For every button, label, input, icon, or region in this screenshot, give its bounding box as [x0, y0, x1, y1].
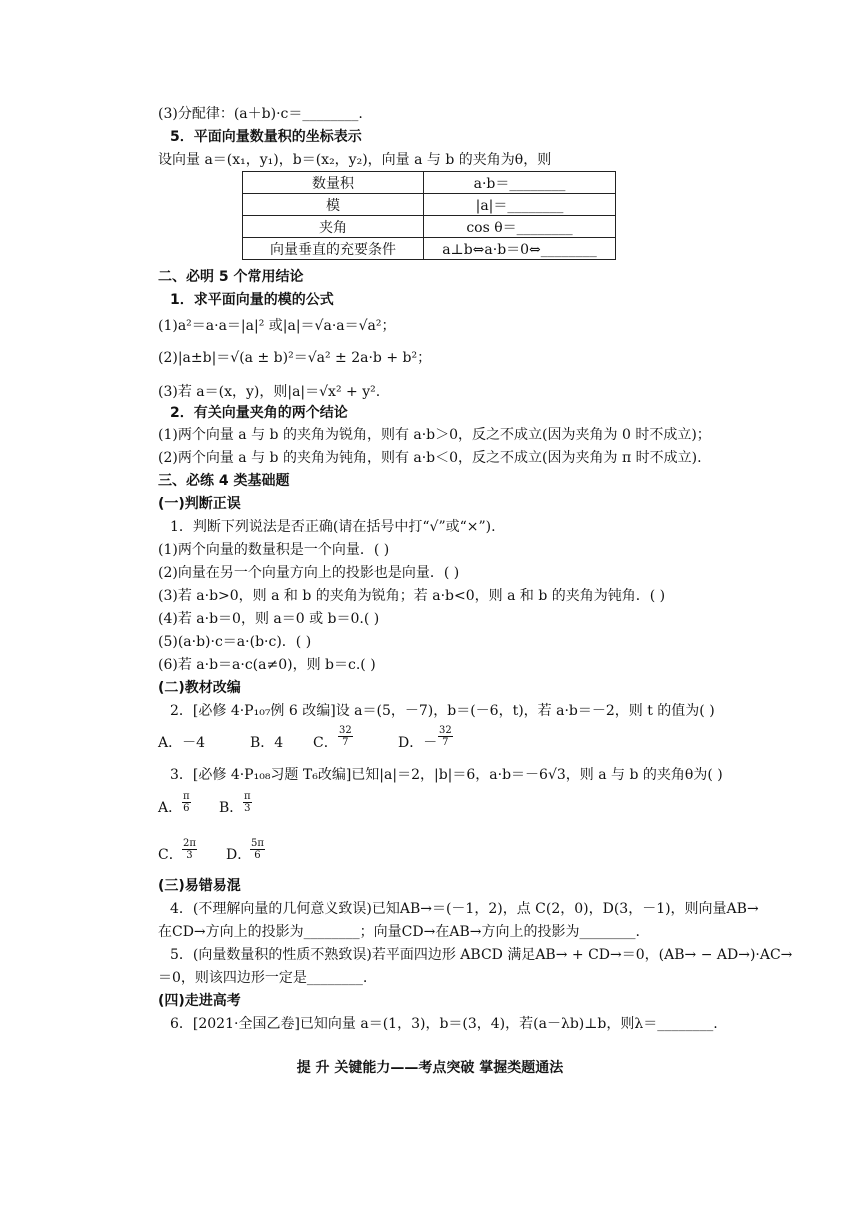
fraction-numerator: π: [244, 791, 251, 802]
table-row: [243, 194, 616, 216]
formula-line-2: (2)|a±b|＝√(a ± b)²＝√a² ± 2a·b + b²；: [158, 350, 432, 366]
angle-conclusion-1: (1)两个向量 a 与 b 的夹角为锐角，则有 a·b＞0，反之不成立(因为夹角为 0 时不成立)；: [158, 427, 711, 443]
fraction-denominator: 6: [254, 850, 261, 861]
distributive-law-line: (3)分配律：(a＋b)·c＝________.: [158, 106, 363, 122]
table-row: [243, 216, 616, 238]
fraction-numerator: 32: [339, 725, 352, 736]
q2-option-b: B．4: [250, 735, 284, 751]
table-cell-label: 夹角: [243, 216, 424, 238]
setup-line: 设向量 a＝(x₁，y₁)，b＝(x₂，y₂)，向量 a 与 b 的夹角为θ，则: [158, 152, 552, 168]
question-5-line-1: 5．(向量数量积的性质不熟致误)若平面四边形 ABCD 满足AB→ + CD→＝0，(AB→ − AD→)·AC→: [170, 947, 793, 963]
fraction-denominator: 7: [342, 737, 349, 748]
question-6-stem: 6．[2021·全国乙卷]已知向量 a＝(1，3)，b＝(3，4)，若(a－λb)⊥b，则λ＝________.: [170, 1016, 718, 1032]
fraction-denominator: 3: [244, 803, 251, 814]
subheading-exam: (四)走进高考: [158, 993, 241, 1009]
formula-line-3: (3)若 a＝(x，y)，则|a|＝√x² + y².: [158, 384, 381, 400]
fraction-numerator: 2π: [183, 838, 196, 849]
question-2-stem: 2．[必修 4·P₁₀₇例 6 改编]设 a＝(5，－7)，b＝(－6，t)，若 a·b＝－2，则 t 的值为( ): [170, 703, 715, 719]
coordinate-table: [242, 171, 616, 260]
fraction-numerator: 5π: [251, 838, 264, 849]
section-heading-conclusions: 二、必明 5 个常用结论: [158, 269, 304, 285]
subheading-error-prone: (三)易错易混: [158, 878, 241, 894]
angle-conclusion-2: (2)两个向量 a 与 b 的夹角为钝角，则有 a·b＜0，反之不成立(因为夹角为 π 时不成立).: [158, 450, 702, 466]
question-1-item-3: (3)若 a·b>0，则 a 和 b 的夹角为锐角；若 a·b<0，则 a 和 b 的夹角为钝角．( ): [158, 588, 666, 604]
q3-option-b-fraction: [243, 791, 252, 814]
q2-option-c-label: C．: [313, 735, 338, 751]
question-3-stem: 3．[必修 4·P₁₀₈习题 T₆改编]已知|a|＝2，|b|＝6，a·b＝－6√3，则 a 与 b 的夹角θ为( ): [170, 767, 723, 783]
subheading-true-false: (一)判断正误: [158, 496, 241, 512]
q3-option-c-fraction: [182, 838, 197, 861]
q2-option-c-fraction: [338, 725, 353, 748]
q3-option-b-label: B．: [219, 800, 244, 816]
table-cell-label: 向量垂直的充要条件: [243, 238, 424, 260]
fraction-numerator: π: [183, 791, 190, 802]
table-row: [243, 172, 616, 194]
fraction-numerator: 32: [439, 725, 452, 736]
q2-option-d-label: D．－: [398, 735, 438, 751]
question-4-line-2: 在CD→方向上的投影为________；向量CD→在AB→方向上的投影为________.: [158, 924, 640, 940]
q3-option-a-fraction: [182, 791, 191, 814]
q3-option-d-fraction: [250, 838, 265, 861]
table-cell-label: 模: [243, 194, 424, 216]
table-cell-value: a·b＝________: [424, 172, 616, 194]
formula-line-1: (1)a²＝a·a＝|a|² 或|a|＝√a·a＝√a²；: [158, 318, 396, 334]
table-row: [243, 238, 616, 260]
q3-option-d-label: D．: [226, 847, 252, 863]
subheading-angle: 2．有关向量夹角的两个结论: [170, 405, 348, 421]
fraction-denominator: 3: [186, 850, 193, 861]
table-cell-value: cos θ＝________: [424, 216, 616, 238]
subheading-textbook: (二)教材改编: [158, 680, 241, 696]
section-heading-coordinates: 5．平面向量数量积的坐标表示: [170, 129, 362, 145]
section-footer-heading: 提 升 关键能力——考点突破 掌握类题通法: [296, 1060, 564, 1076]
q2-option-a: A．－4: [158, 735, 206, 751]
question-4-line-1: 4．(不理解向量的几何意义致误)已知AB→＝(－1，2)，点 C(2，0)，D(3，－1)，则向量AB→: [170, 901, 759, 917]
table-cell-value: |a|＝________: [424, 194, 616, 216]
section-heading-exercises: 三、必练 4 类基础题: [158, 473, 290, 489]
q3-option-a-label: A．: [158, 800, 183, 816]
subheading-modulus: 1．求平面向量的模的公式: [170, 292, 334, 308]
question-1-stem: 1．判断下列说法是否正确(请在括号中打“√”或“×”).: [170, 519, 496, 535]
fraction-denominator: 7: [442, 737, 449, 748]
question-5-line-2: ＝0，则该四边形一定是________.: [158, 970, 368, 986]
question-1-item-6: (6)若 a·b＝a·c(a≠0)，则 b＝c.( ): [158, 657, 376, 673]
q2-option-d-fraction: [438, 725, 453, 748]
question-1-item-2: (2)向量在另一个向量方向上的投影也是向量．( ): [158, 565, 460, 581]
table-cell-label: 数量积: [243, 172, 424, 194]
q3-option-c-label: C．: [158, 847, 183, 863]
fraction-denominator: 6: [183, 803, 190, 814]
question-1-item-1: (1)两个向量的数量积是一个向量．( ): [158, 542, 390, 558]
table-cell-value: a⊥b⇔a·b＝0⇔________: [424, 238, 616, 260]
question-1-item-4: (4)若 a·b＝0，则 a＝0 或 b＝0.( ): [158, 611, 380, 627]
question-1-item-5: (5)(a·b)·c＝a·(b·c)．( ): [158, 634, 312, 650]
